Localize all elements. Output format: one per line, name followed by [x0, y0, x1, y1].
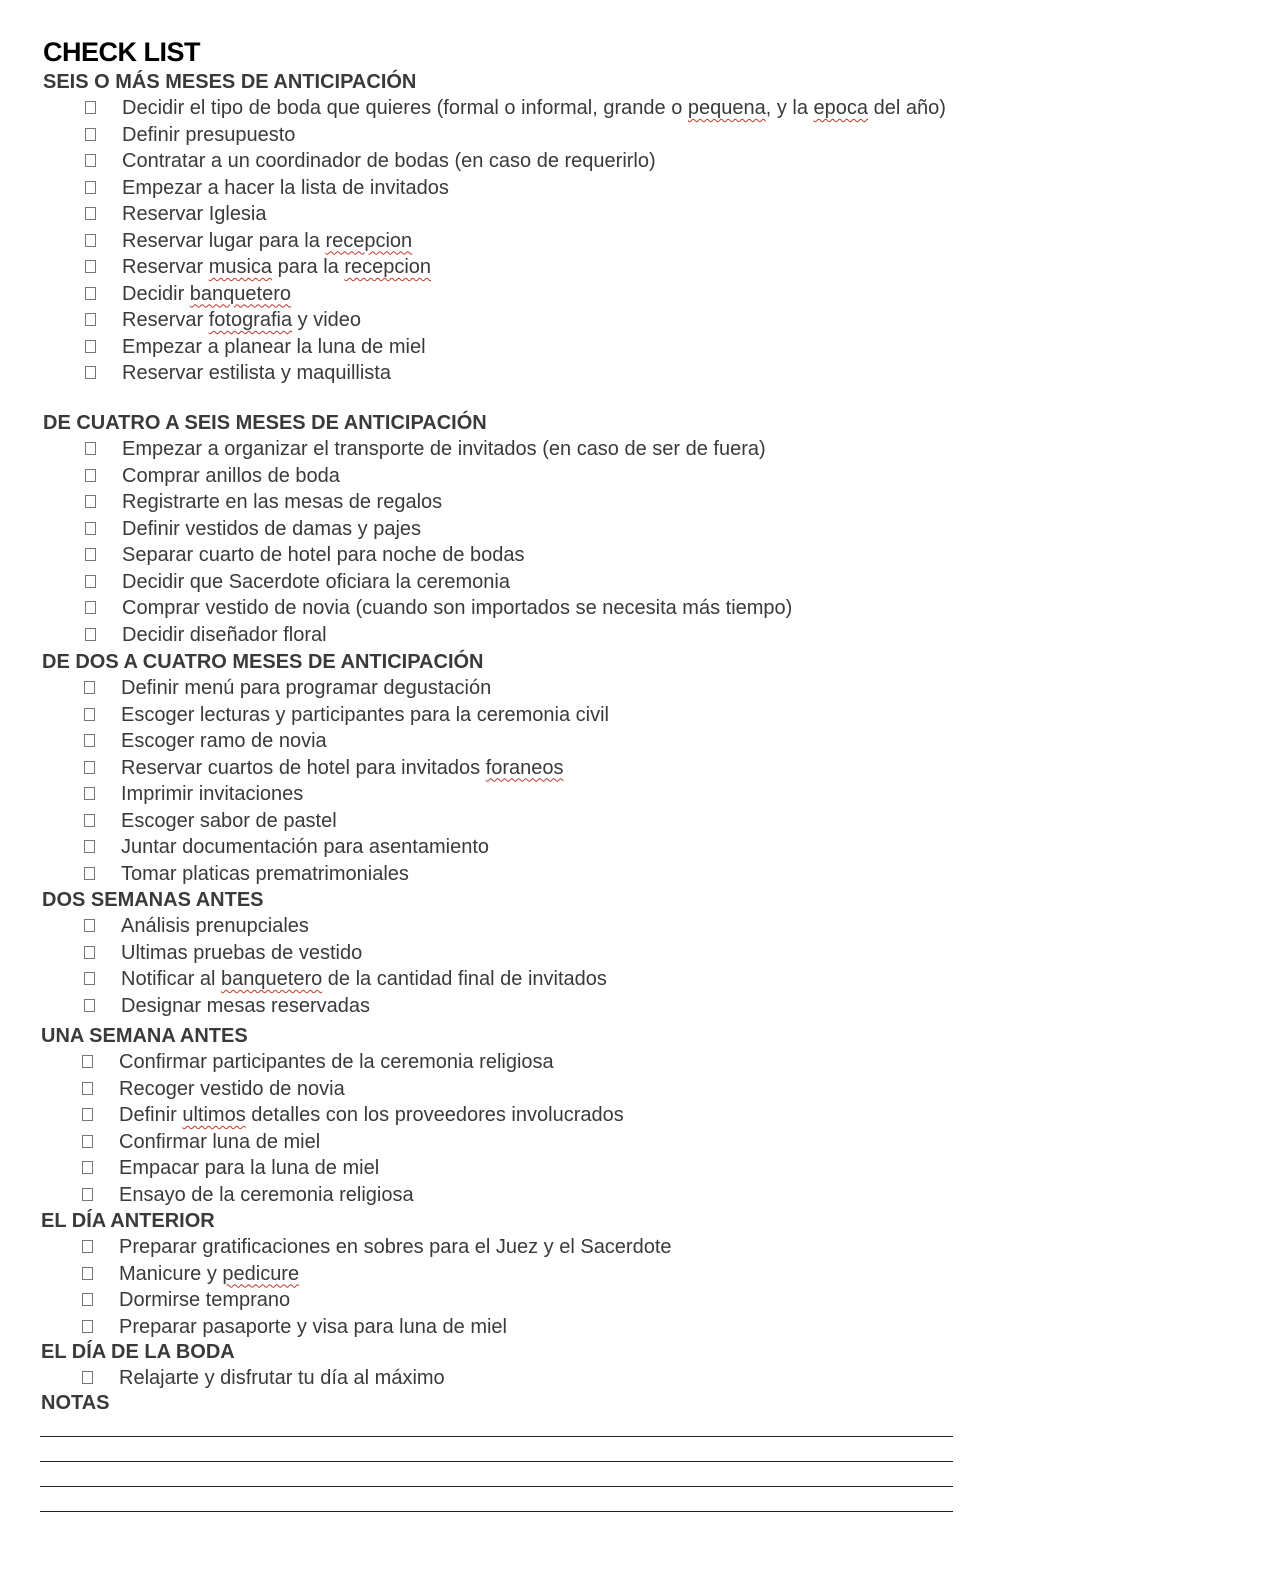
- checkbox[interactable]: [85, 575, 96, 588]
- checklist-item: [0, 781, 1000, 808]
- checklist-item: [0, 1314, 1000, 1341]
- item-text: del año): [868, 97, 946, 119]
- spellcheck-word: ultimos: [182, 1104, 246, 1126]
- checklist-item: [0, 913, 1000, 940]
- checkbox[interactable]: [85, 601, 96, 614]
- checklist-item: [0, 702, 1000, 729]
- checkbox[interactable]: [84, 708, 95, 721]
- checklist-item: [0, 334, 1000, 361]
- spellcheck-word: pequena: [687, 97, 766, 119]
- checklist-item: [0, 755, 1000, 782]
- checklist-item: [0, 1155, 1000, 1182]
- item-text: Definir vestidos de damas y pajes: [122, 517, 422, 540]
- checklist: [0, 1049, 1000, 1208]
- checklist-item: [0, 1076, 1000, 1103]
- checklist-item: [0, 542, 1000, 569]
- checklist-item: [0, 1182, 1000, 1209]
- notes-line[interactable]: [40, 1486, 953, 1487]
- checkbox[interactable]: [82, 1293, 93, 1306]
- notes-line[interactable]: [40, 1436, 953, 1437]
- item-text: Definir presupuesto: [122, 123, 296, 146]
- checkbox[interactable]: [82, 1240, 93, 1253]
- checkbox[interactable]: [85, 207, 96, 220]
- section-heading: DE CUATRO A SEIS MESES DE ANTICIPACIÓN: [43, 412, 487, 434]
- checkbox[interactable]: [85, 548, 96, 561]
- section-wedding-day: [0, 1339, 1000, 1392]
- checklist: [0, 95, 1000, 387]
- item-text: Ensayo de la ceremonia religiosa: [119, 1183, 414, 1206]
- item-text: Escoger ramo de novia: [121, 730, 327, 752]
- spellcheck-word: pedicure: [222, 1262, 300, 1285]
- checkbox[interactable]: [84, 814, 95, 827]
- checkbox[interactable]: [84, 946, 95, 959]
- item-text: , y la: [765, 97, 814, 119]
- spellcheck-word: banquetero: [189, 282, 291, 305]
- checklist-item: [0, 1287, 1000, 1314]
- item-text: Designar mesas reservadas: [121, 994, 370, 1017]
- spellcheck-word: fotografia: [208, 309, 293, 331]
- item-text: Reservar Iglesia: [122, 203, 267, 225]
- item-text: Juntar documentación para asentamiento: [121, 836, 490, 858]
- checkbox[interactable]: [85, 101, 96, 114]
- checklist: [0, 436, 1000, 648]
- checklist-item: [0, 966, 1000, 993]
- item-text: Decidir el tipo de boda que quieres (formal o informal, grande o: [122, 97, 688, 119]
- checklist-item: [0, 861, 1000, 888]
- checkbox[interactable]: [82, 1267, 93, 1280]
- checklist-item: [0, 1049, 1000, 1076]
- section-heading: EL DÍA ANTERIOR: [41, 1210, 215, 1232]
- checkbox[interactable]: [85, 469, 96, 482]
- item-text: Imprimir invitaciones: [121, 783, 304, 805]
- checkbox[interactable]: [85, 260, 96, 273]
- checklist-item: [0, 228, 1000, 255]
- item-text: Empacar para la luna de miel: [119, 1157, 380, 1179]
- item-text: Empezar a organizar el transporte de invitados (en caso de ser de fuera): [122, 438, 766, 460]
- item-text: Confirmar luna de miel: [119, 1130, 321, 1153]
- item-text: Empezar a planear la luna de miel: [122, 335, 426, 358]
- checklist-item: [0, 808, 1000, 835]
- item-text: Decidir que Sacerdote oficiara la ceremonia: [122, 570, 510, 593]
- checklist-item: [0, 622, 1000, 649]
- spellcheck-word: epoca: [813, 97, 869, 119]
- spellcheck-word: musica: [208, 256, 273, 278]
- section-two-to-four-months: [0, 649, 1000, 887]
- item-text: Preparar pasaporte y visa para luna de miel: [119, 1315, 507, 1338]
- checkbox[interactable]: [82, 1135, 93, 1148]
- checkbox[interactable]: [82, 1082, 93, 1095]
- checkbox[interactable]: [85, 628, 96, 641]
- checklist-item: [0, 1102, 1000, 1129]
- checkbox[interactable]: [84, 787, 95, 800]
- item-text: Escoger sabor de pastel: [121, 809, 337, 832]
- item-text: Escoger lecturas y participantes para la ceremonia civil: [121, 703, 609, 726]
- checklist: [0, 1365, 1000, 1392]
- notes-section: [0, 1390, 1000, 1416]
- item-text: Registrarte en las mesas de regalos: [122, 491, 443, 513]
- checklist: [0, 675, 1000, 887]
- checklist-item: [0, 95, 982, 122]
- checklist-item: [0, 595, 1000, 622]
- checklist-item: [0, 307, 1000, 334]
- item-text: Comprar anillos de boda: [122, 464, 340, 487]
- checklist-item: [0, 516, 1000, 543]
- checkbox[interactable]: [85, 522, 96, 535]
- checkbox[interactable]: [84, 681, 95, 694]
- checklist-item: [0, 1261, 1000, 1288]
- checkbox[interactable]: [85, 313, 96, 326]
- checkbox[interactable]: [84, 840, 95, 853]
- checklist-item: [0, 675, 1000, 702]
- notes-line[interactable]: [40, 1511, 953, 1512]
- item-text: Reservar lugar para la: [122, 229, 326, 252]
- checklist-item: [0, 1234, 1000, 1261]
- checkbox[interactable]: [82, 1188, 93, 1201]
- section-four-to-six-months: [0, 410, 1000, 648]
- checkbox[interactable]: [82, 1161, 93, 1174]
- checkbox[interactable]: [85, 287, 96, 300]
- checkbox[interactable]: [85, 234, 96, 247]
- item-text: Decidir: [122, 282, 190, 305]
- item-text: Notificar al: [121, 968, 222, 990]
- section-six-months: [0, 69, 1000, 387]
- item-text: para la: [272, 256, 345, 278]
- checkbox[interactable]: [85, 442, 96, 455]
- checklist-item: [0, 1129, 1000, 1156]
- checklist-item: [0, 569, 1000, 596]
- checklist-item: [0, 122, 1000, 149]
- item-text: Definir: [119, 1104, 183, 1126]
- item-text: Reservar: [122, 309, 209, 331]
- checkbox[interactable]: [84, 972, 95, 985]
- checkbox[interactable]: [84, 867, 95, 880]
- item-text: detalles con los proveedores involucrados: [245, 1104, 624, 1126]
- item-text: Análisis prenupciales: [121, 915, 309, 937]
- section-heading: DE DOS A CUATRO MESES DE ANTICIPACIÓN: [42, 651, 484, 673]
- item-text: Tomar platicas prematrimoniales: [121, 862, 409, 885]
- checkbox[interactable]: [84, 734, 95, 747]
- checklist-item: [0, 1365, 1000, 1392]
- item-text: Separar cuarto de hotel para noche de bodas: [122, 544, 525, 566]
- spellcheck-word: recepcion: [344, 256, 432, 278]
- checkbox[interactable]: [84, 761, 95, 774]
- item-text: Relajarte y disfrutar tu día al máximo: [119, 1367, 445, 1389]
- checkbox[interactable]: [82, 1320, 93, 1333]
- spellcheck-word: recepcion: [325, 229, 413, 252]
- item-text: Manicure y: [119, 1262, 223, 1285]
- checkbox[interactable]: [84, 919, 95, 932]
- item-text: de la cantidad final de invitados: [322, 968, 607, 990]
- item-text: Definir menú para programar degustación: [121, 677, 492, 699]
- section-one-week: [0, 1023, 1000, 1208]
- item-text: Recoger vestido de novia: [119, 1077, 345, 1100]
- checklist-item: [0, 463, 1000, 490]
- item-text: Preparar gratificaciones en sobres para el Juez y el Sacerdote: [119, 1236, 672, 1258]
- checkbox[interactable]: [85, 181, 96, 194]
- item-text: Contratar a un coordinador de bodas (en caso de requerirlo): [122, 150, 656, 172]
- item-text: Dormirse temprano: [119, 1289, 291, 1311]
- spellcheck-word: foraneos: [485, 756, 564, 779]
- item-text: Confirmar participantes de la ceremonia religiosa: [119, 1051, 554, 1073]
- checkbox[interactable]: [85, 154, 96, 167]
- checklist-item: [0, 175, 1000, 202]
- checkbox[interactable]: [82, 1055, 93, 1068]
- checklist: [0, 1234, 1000, 1340]
- section-day-before: [0, 1208, 1000, 1340]
- checklist-item: [0, 489, 1000, 516]
- checklist-item: [0, 148, 1000, 175]
- section-heading: EL DÍA DE LA BODA: [41, 1341, 235, 1363]
- item-text: Empezar a hacer la lista de invitados: [122, 176, 449, 199]
- checklist-item: [0, 281, 1000, 308]
- item-text: Reservar: [122, 256, 209, 278]
- item-text: y video: [292, 309, 362, 331]
- checklist-item: [0, 940, 1000, 967]
- section-heading: UNA SEMANA ANTES: [41, 1025, 248, 1047]
- item-text: Comprar vestido de novia (cuando son importados se necesita más tiempo): [122, 597, 793, 619]
- section-heading: SEIS O MÁS MESES DE ANTICIPACIÓN: [43, 71, 417, 93]
- checkbox[interactable]: [85, 340, 96, 353]
- checklist-item: [0, 728, 1000, 755]
- checkbox[interactable]: [85, 128, 96, 141]
- checklist-item: [0, 201, 1000, 228]
- checkbox[interactable]: [85, 495, 96, 508]
- notes-heading: NOTAS: [41, 1392, 110, 1414]
- notes-line[interactable]: [40, 1461, 953, 1462]
- checklist-item: [0, 254, 1000, 281]
- section-heading: DOS SEMANAS ANTES: [42, 889, 264, 911]
- page-title: CHECK LIST: [43, 37, 200, 67]
- item-text: Reservar estilista y maquillista: [122, 362, 391, 384]
- checklist-item: [0, 360, 1000, 387]
- item-text: Reservar cuartos de hotel para invitados: [121, 756, 486, 779]
- checkbox[interactable]: [85, 366, 96, 379]
- checklist-item: [0, 993, 1000, 1020]
- checkbox[interactable]: [84, 999, 95, 1012]
- item-text: Ultimas pruebas de vestido: [121, 941, 363, 964]
- checklist-item: [0, 436, 1000, 463]
- spellcheck-word: banquetero: [221, 968, 323, 990]
- checklist: [0, 913, 1000, 1019]
- checklist-item: [0, 834, 1000, 861]
- checkbox[interactable]: [82, 1371, 93, 1384]
- section-two-weeks: [0, 887, 1000, 1019]
- item-text: Decidir diseñador floral: [122, 623, 327, 646]
- checkbox[interactable]: [82, 1108, 93, 1121]
